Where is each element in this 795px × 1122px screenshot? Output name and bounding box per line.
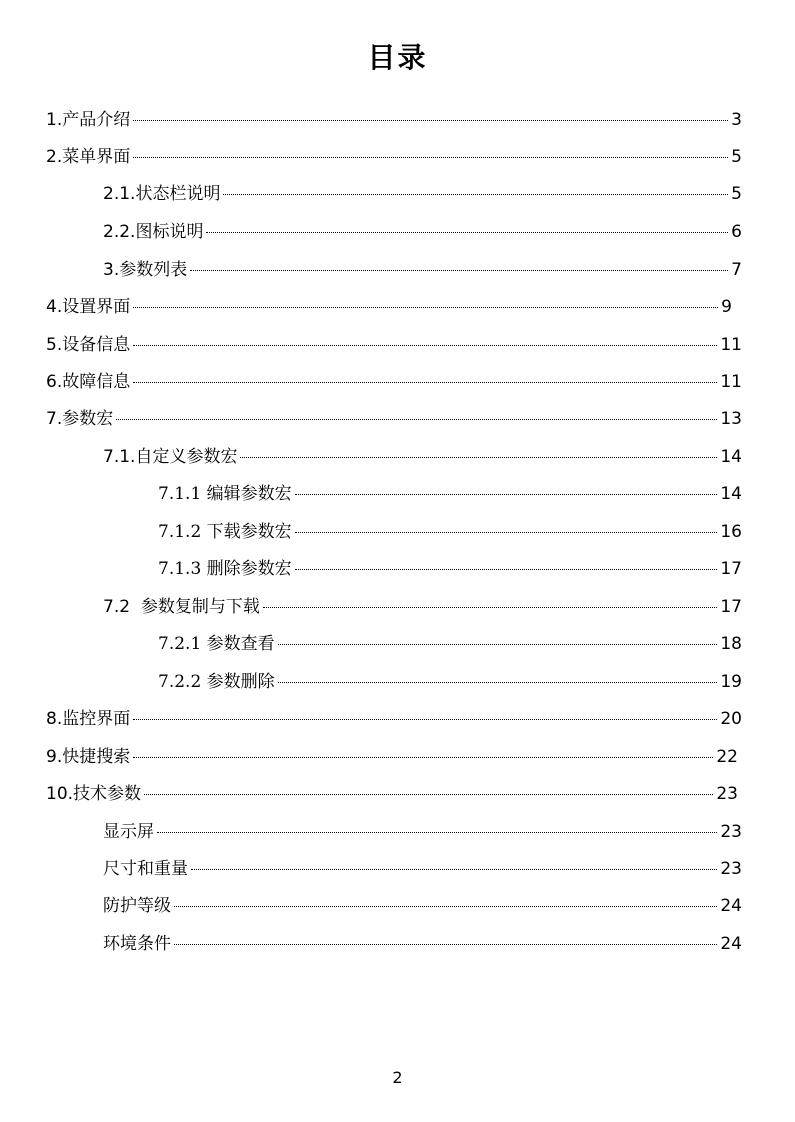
toc-entry[interactable] xyxy=(103,182,742,206)
toc-entry[interactable] xyxy=(103,258,742,282)
dot-leader xyxy=(206,232,728,233)
toc-entry-label: 1.产品介绍 xyxy=(46,110,131,130)
toc-entry[interactable] xyxy=(103,220,742,244)
toc-entry[interactable] xyxy=(46,295,732,319)
dot-leader xyxy=(144,794,713,795)
toc-entry-page: 19 xyxy=(720,672,742,692)
toc-entry-label: 7.2.1 参数查看 xyxy=(158,634,275,654)
toc-entry-page: 6 xyxy=(731,222,742,242)
toc-entry-label: 7.参数宏 xyxy=(46,409,114,429)
toc-entry[interactable] xyxy=(103,894,742,918)
dot-leader xyxy=(133,345,717,346)
dot-leader xyxy=(295,532,718,533)
dot-leader xyxy=(133,157,728,158)
toc-entry-label: 6.故障信息 xyxy=(46,372,131,392)
toc-entry-label: 7.1.1 编辑参数宏 xyxy=(158,484,292,504)
toc-entry[interactable] xyxy=(46,108,742,132)
dot-leader xyxy=(133,757,713,758)
page-title: 目录 xyxy=(367,41,428,74)
toc-entry[interactable] xyxy=(158,632,742,656)
dot-leader xyxy=(174,944,717,945)
toc-entry-page: 11 xyxy=(720,372,742,392)
toc-entry-page: 17 xyxy=(720,597,742,617)
dot-leader xyxy=(278,682,718,683)
toc-entry[interactable] xyxy=(158,670,742,694)
toc-entry[interactable] xyxy=(103,445,742,469)
toc-entry-label: 4.设置界面 xyxy=(46,297,131,317)
toc-entry-label: 防护等级 xyxy=(103,896,171,916)
toc-entry-page: 24 xyxy=(720,934,742,954)
toc-entry-label: 2.2.图标说明 xyxy=(103,222,204,242)
toc-entry-page: 23 xyxy=(716,784,738,804)
toc-entry-page: 17 xyxy=(720,559,742,579)
toc-entry-page: 20 xyxy=(720,709,742,729)
toc-entry-page: 14 xyxy=(720,447,742,467)
toc-entry-label: 10.技术参数 xyxy=(46,784,142,804)
dot-leader xyxy=(295,494,718,495)
toc-entry-label: 3.参数列表 xyxy=(103,260,188,280)
toc-entry-label: 5.设备信息 xyxy=(46,335,131,355)
toc-entry-page: 14 xyxy=(720,484,742,504)
toc-entry[interactable] xyxy=(46,745,738,769)
page-number: 2 xyxy=(392,1068,403,1087)
dot-leader xyxy=(223,194,728,195)
dot-leader xyxy=(191,869,717,870)
toc-entry-label: 7.1.自定义参数宏 xyxy=(103,447,238,467)
toc-entry-page: 7 xyxy=(731,260,742,280)
toc-entry-label: 7.1.3 删除参数宏 xyxy=(158,559,292,579)
dot-leader xyxy=(133,382,717,383)
toc-entry[interactable] xyxy=(103,857,742,881)
toc-entry-label: 尺寸和重量 xyxy=(103,859,188,879)
toc-entry[interactable] xyxy=(103,932,742,956)
toc-entry[interactable] xyxy=(46,782,738,806)
toc-entry-page: 23 xyxy=(720,859,742,879)
dot-leader xyxy=(133,719,717,720)
dot-leader xyxy=(263,607,718,608)
toc-entry[interactable] xyxy=(158,520,742,544)
dot-leader xyxy=(133,120,728,121)
toc-entry[interactable] xyxy=(46,333,742,357)
toc-entry-page: 9 xyxy=(721,297,732,317)
dot-leader xyxy=(174,906,717,907)
toc-entry-label: 显示屏 xyxy=(103,822,154,842)
toc-entry-label: 2.菜单界面 xyxy=(46,147,131,167)
toc-entry-page: 5 xyxy=(731,184,742,204)
toc-entry[interactable] xyxy=(103,595,742,619)
toc-entry[interactable] xyxy=(158,482,742,506)
toc-entry-label: 7.1.2 下载参数宏 xyxy=(158,522,292,542)
toc-entry[interactable] xyxy=(46,707,742,731)
toc-entry-page: 11 xyxy=(720,335,742,355)
dot-leader xyxy=(116,419,717,420)
toc-entry[interactable] xyxy=(46,407,742,431)
toc-entry-label: 2.1.状态栏说明 xyxy=(103,184,221,204)
dot-leader xyxy=(278,644,718,645)
toc-entry-label: 7.2 参数复制与下载 xyxy=(103,597,260,617)
toc-entry-label: 8.监控界面 xyxy=(46,709,131,729)
toc-entry-page: 5 xyxy=(731,147,742,167)
toc-entry-label: 环境条件 xyxy=(103,934,171,954)
dot-leader xyxy=(157,832,717,833)
toc-entry-label: 7.2.2 参数删除 xyxy=(158,672,275,692)
toc-entry-page: 13 xyxy=(720,409,742,429)
toc-entry-page: 3 xyxy=(731,110,742,130)
dot-leader xyxy=(133,307,718,308)
dot-leader xyxy=(240,457,717,458)
toc-entry[interactable] xyxy=(103,820,742,844)
toc-entry[interactable] xyxy=(158,557,742,581)
toc-entry-page: 23 xyxy=(720,822,742,842)
toc-entry[interactable] xyxy=(46,370,742,394)
dot-leader xyxy=(295,569,718,570)
toc-entry-page: 18 xyxy=(720,634,742,654)
toc-entry[interactable] xyxy=(46,145,742,169)
dot-leader xyxy=(190,270,728,271)
toc-entry-page: 24 xyxy=(720,896,742,916)
toc-entry-page: 22 xyxy=(716,747,738,767)
toc-entry-page: 16 xyxy=(720,522,742,542)
toc-entry-label: 9.快捷搜索 xyxy=(46,747,131,767)
